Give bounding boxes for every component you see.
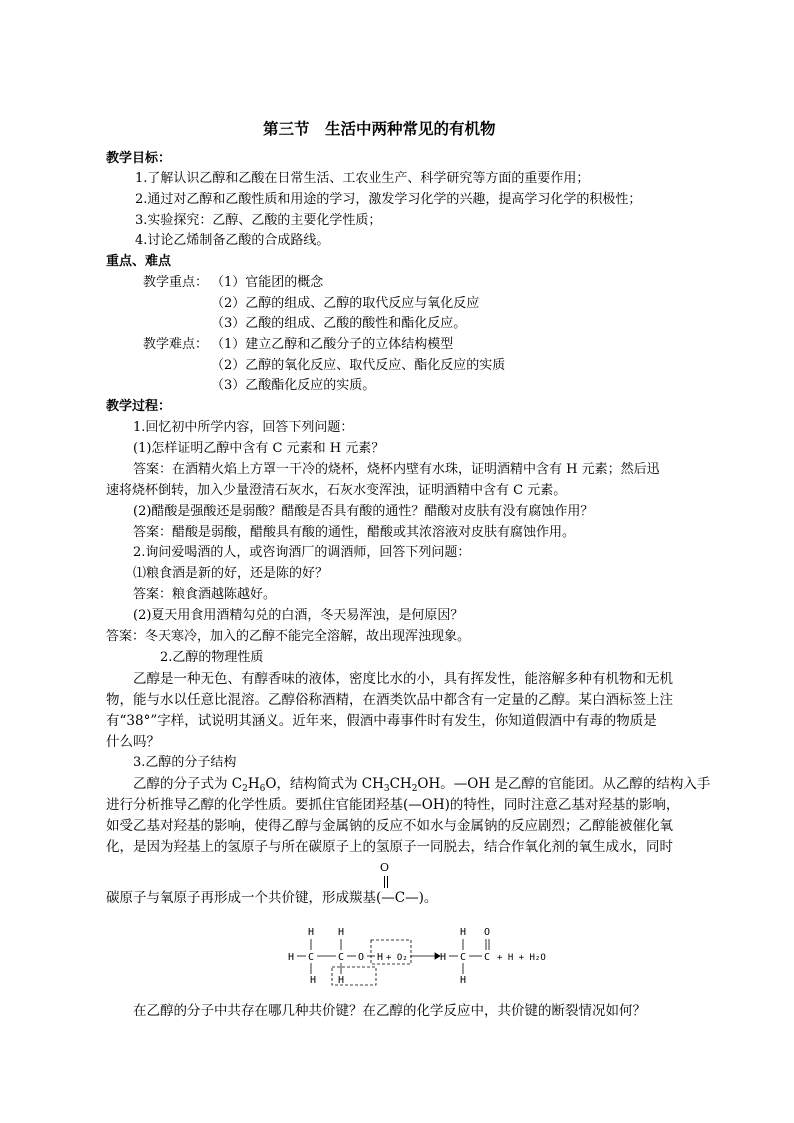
process-line: (2)夏天用食用酒精勾兑的白酒，冬天易浑浊，是何原因？ <box>133 608 464 623</box>
eq-r-c1: C <box>460 952 467 963</box>
carbonyl-oxygen: O <box>380 861 390 874</box>
process-line: 速将烧杯倒转，加入少量澄清石灰水，石灰水变浑浊，证明酒精中含有 C 元素。 <box>106 483 567 498</box>
eq-mid-h: H <box>377 952 384 963</box>
paragraph-line: 物，能与水以任意比混溶。乙醇俗称酒精，在酒类饮品中都含有一定量的乙醇。某白酒标签上注 <box>106 692 673 708</box>
paragraph-line: 什么吗？ <box>106 734 160 750</box>
eq-r-c2: C <box>484 952 491 963</box>
paragraph-line: 化，是因为羟基上的氢原子与所在碳原子上的氢原子一同脱去，结合作氧化剂的氧生成水，同时 <box>106 839 673 855</box>
difficulty-label: 教学难点： <box>143 337 209 352</box>
eq-c2: C <box>338 952 345 963</box>
keypoints-heading: 重点、难点 <box>106 254 172 269</box>
eq-top-h1: H <box>308 927 315 938</box>
process-line: 答案：冬天寒冷，加入的乙醇不能完全溶解，故出现浑浊现象。 <box>106 629 471 644</box>
eq-c1: C <box>308 952 315 963</box>
difficulty-item: （1）建立乙醇和乙酸分子的立体结构模型 <box>211 337 454 352</box>
paragraph-line: 进行分析推导乙醇的化学性质。要抓住官能团羟基(—OH)的特性，同时注意乙基对羟基的影响， <box>106 797 680 813</box>
focus-item: （3）乙酸的组成、乙酸的酸性和酯化反应。 <box>211 316 467 331</box>
formula-text: H <box>247 776 260 792</box>
process-line: (1)怎样证明乙醇中含有 C 元素和 H 元素？ <box>133 441 385 456</box>
difficulty-item: （3）乙酸酯化反应的实质。 <box>211 378 376 393</box>
carbonyl-text: 碳原子与氧原子再形成一个共价键，形成羰基( <box>106 890 382 906</box>
carbonyl-double-bond <box>387 876 389 888</box>
eq-o: O <box>358 952 365 963</box>
eq-bottom-h1: H <box>310 975 317 986</box>
formula-text: CH <box>389 776 412 792</box>
goal-item: 4.讨论乙烯制备乙酸的合成路线。 <box>135 233 330 248</box>
carbonyl-end: )。 <box>418 890 438 906</box>
process-line: 1.回忆初中所学内容，回答下列问题： <box>133 420 354 435</box>
process-line: 答案：粮食酒越陈越好。 <box>133 587 277 602</box>
eq-bottom-h2: H <box>338 975 345 986</box>
eq-r-top-h: H <box>460 927 467 938</box>
oxidation-equation <box>280 920 580 995</box>
carbonyl-double-bond <box>384 876 386 888</box>
paragraph-line <box>106 888 437 908</box>
subscript: 6 <box>259 784 266 794</box>
eq-r-top-o: O <box>484 927 491 938</box>
focus-label: 教学重点： <box>143 275 209 290</box>
focus-item: （2）乙醇的组成、乙醇的取代反应与氧化反应 <box>211 296 480 311</box>
paragraph-line <box>133 774 710 794</box>
difficulty-item: （2）乙醇的氧化反应、取代反应、酯化反应的实质 <box>211 358 506 373</box>
process-line: ⑴粮食酒是新的好，还是陈的好？ <box>133 566 329 581</box>
paragraph-line: 乙醇是一种无色、有醇香味的液体，密度比水的小，具有挥发性，能溶解多种有机物和无机 <box>133 671 673 687</box>
subscript: 3 <box>383 784 390 794</box>
process-line: (2)醋酸是强酸还是弱酸？醋酸是否具有酸的通性？醋酸对皮肤有没有腐蚀作用？ <box>133 504 594 519</box>
eq-r-tail: + H + H₂O <box>497 953 546 963</box>
eq-plus-o2: + O₂ <box>386 953 408 963</box>
subscript: 2 <box>411 784 418 794</box>
goal-item: 2.通过对乙醇和乙酸性质和用途的学习，激发学习化学的兴趣，提高学习化学的积极性； <box>135 192 642 207</box>
eq-r-bottom-h: H <box>460 975 467 986</box>
process-line: 答案：在酒精火焰上方罩一干冷的烧杯，烧杯内壁有水珠，证明酒精中含有 H 元素；然后迅 <box>133 462 660 477</box>
formula-text: 乙醇的分子式为 C <box>133 776 243 792</box>
paragraph-line: 如受乙基对羟基的影响，使得乙醇与金属钠的反应不如水与金属钠的反应剧烈；乙醇能被催化氧 <box>106 818 673 834</box>
page-title: 第三节 生活中两种常见的有机物 <box>263 120 496 138</box>
process-heading: 教学过程： <box>106 399 172 414</box>
section-heading: 2.乙醇的物理性质 <box>160 650 264 665</box>
goal-item: 1.了解认识乙醇和乙酸在日常生活、工农业生产、科学研究等方面的重要作用； <box>135 171 590 186</box>
formula-text: O，结构简式为 CH <box>265 776 384 792</box>
section-heading: 3.乙醇的分子结构 <box>133 755 237 770</box>
formula-text: OH。—OH 是乙醇的官能团。从乙醇的结构入手 <box>417 776 711 792</box>
process-line: 答案：醋酸是弱酸，醋酸具有酸的通性，醋酸或其浓溶液对皮肤有腐蚀作用。 <box>133 525 576 540</box>
paragraph-line: 有“38°”字样，试说明其涵义。近年来，假酒中毒事件时有发生，你知道假酒中有毒的物质是 <box>106 713 657 729</box>
focus-item: （1）官能团的概念 <box>211 275 324 290</box>
eq-left-h: H <box>288 952 295 963</box>
goal-item: 3.实验探究：乙醇、乙酸的主要化学性质； <box>135 213 382 228</box>
eq-top-h2: H <box>338 927 345 938</box>
eq-r-left-h: H <box>440 952 447 963</box>
carbonyl-group: —C— <box>381 890 419 906</box>
process-line: 2.询问爱喝酒的人，或咨询酒厂的调酒师，回答下列问题： <box>133 545 471 560</box>
goals-heading: 教学目标： <box>106 151 172 166</box>
closing-question: 在乙醇的分子中共存在哪几种共价键？在乙醇的化学反应中，共价键的断裂情况如何？ <box>133 1003 646 1019</box>
subscript: 2 <box>242 784 248 794</box>
